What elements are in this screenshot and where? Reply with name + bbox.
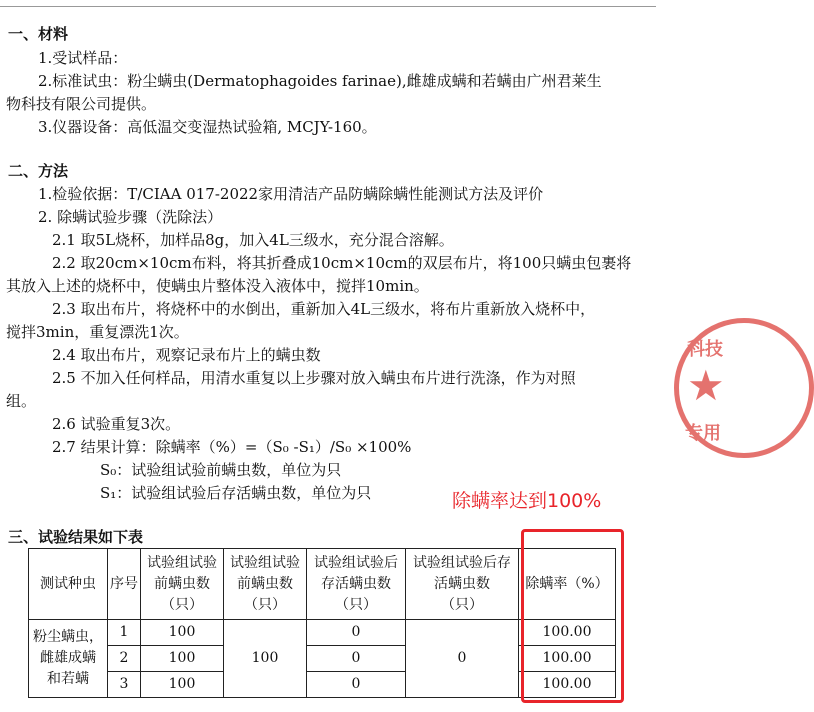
seal-top-text: 科技 [687,339,723,360]
header-control-before: 试验组试验 前螨虫数 （只） [224,549,307,620]
test-before-count: 100 [141,620,224,646]
star-icon: ★ [687,361,725,410]
removal-rate-value: 100.00 [519,672,616,698]
header-number: 序号 [108,549,141,620]
test-after-count: 0 [307,672,406,698]
header-species: 测试种虫 [29,549,108,620]
section3-heading: 三、试验结果如下表 [8,528,144,546]
control-after-count: 0 [406,620,519,698]
method-step-2-2-cont: 其放入上述的烧杯中，使螨虫片整体没入液体中，搅拌10min。 [6,277,429,295]
formula-s0-definition: S₀：试验组试验前螨虫数，单位为只 [100,461,342,479]
official-seal [674,318,814,458]
method-line-1: 1.检验依据：T/CIAA 017-2022家用清洁产品防螨除螨性能测试方法及评价 [38,185,544,203]
section2-heading: 二、方法 [8,162,69,180]
row-number: 1 [108,620,141,646]
test-before-count: 100 [141,646,224,672]
method-step-2-5: 2.5 不加入任何样品，用清水重复以上步骤对放入螨虫布片进行洗涤，作为对照 [52,369,576,387]
material-item-2-cont: 物科技有限公司提供。 [6,95,157,113]
section1-heading: 一、材料 [8,25,69,43]
material-item-2: 2.标准试虫：粉尘螨虫(Dermatophagoides farinae),雌雄成螨和若螨由广州君莱生 [38,72,602,90]
species-cell: 粉尘螨虫， 雌雄成螨 和若螨 [29,620,108,698]
formula-s1-definition: S₁：试验组试验后存活螨虫数，单位为只 [100,484,372,502]
method-step-2-4: 2.4 取出布片，观察记录布片上的螨虫数 [52,346,321,364]
material-item-1: 1.受试样品： [38,49,128,67]
row-number: 3 [108,672,141,698]
header-test-after: 试验组试验后 存活螨虫数 （只） [307,549,406,620]
method-step-2-3: 2.3 取出布片，将烧杯中的水倒出，重新加入4L三级水，将布片重新放入烧杯中， [52,300,596,318]
removal-rate-value: 100.00 [519,620,616,646]
test-after-count: 0 [307,620,406,646]
method-step-2-1: 2.1 取5L烧杯，加样品8g，加入4L三级水，充分混合溶解。 [52,231,454,249]
material-item-3: 3.仪器设备：高低温交变湿热试验箱, MCJY-160。 [38,118,377,136]
removal-rate-annotation: 除螨率达到100% [452,490,602,512]
header-removal-rate: 除螨率（%） [519,549,616,620]
test-before-count: 100 [141,672,224,698]
header-control-after: 试验组试验后存 活螨虫数 （只） [406,549,519,620]
method-step-2-6: 2.6 试验重复3次。 [52,415,181,433]
row-number: 2 [108,646,141,672]
seal-bottom-text: 专用 [685,423,721,444]
method-step-2-7: 2.7 结果计算：除螨率（%）=（S₀ -S₁）/S₀ ×100% [52,438,412,456]
removal-rate-highlight-box [521,529,624,703]
header-test-before: 试验组试验 前螨虫数 （只） [141,549,224,620]
test-after-count: 0 [307,646,406,672]
method-line-2: 2. 除螨试验步骤（洗除法） [38,208,223,226]
removal-rate-value: 100.00 [519,646,616,672]
method-step-2-5-cont: 组。 [6,392,37,410]
control-before-count: 100 [224,620,307,698]
method-step-2-3-cont: 搅拌3min，重复漂洗1次。 [6,323,189,341]
method-step-2-2: 2.2 取20cm×10cm布料，将其折叠成10cm×10cm的双层布片，将100只螨虫包裹将 [52,254,632,272]
page-top-rule [0,6,656,7]
